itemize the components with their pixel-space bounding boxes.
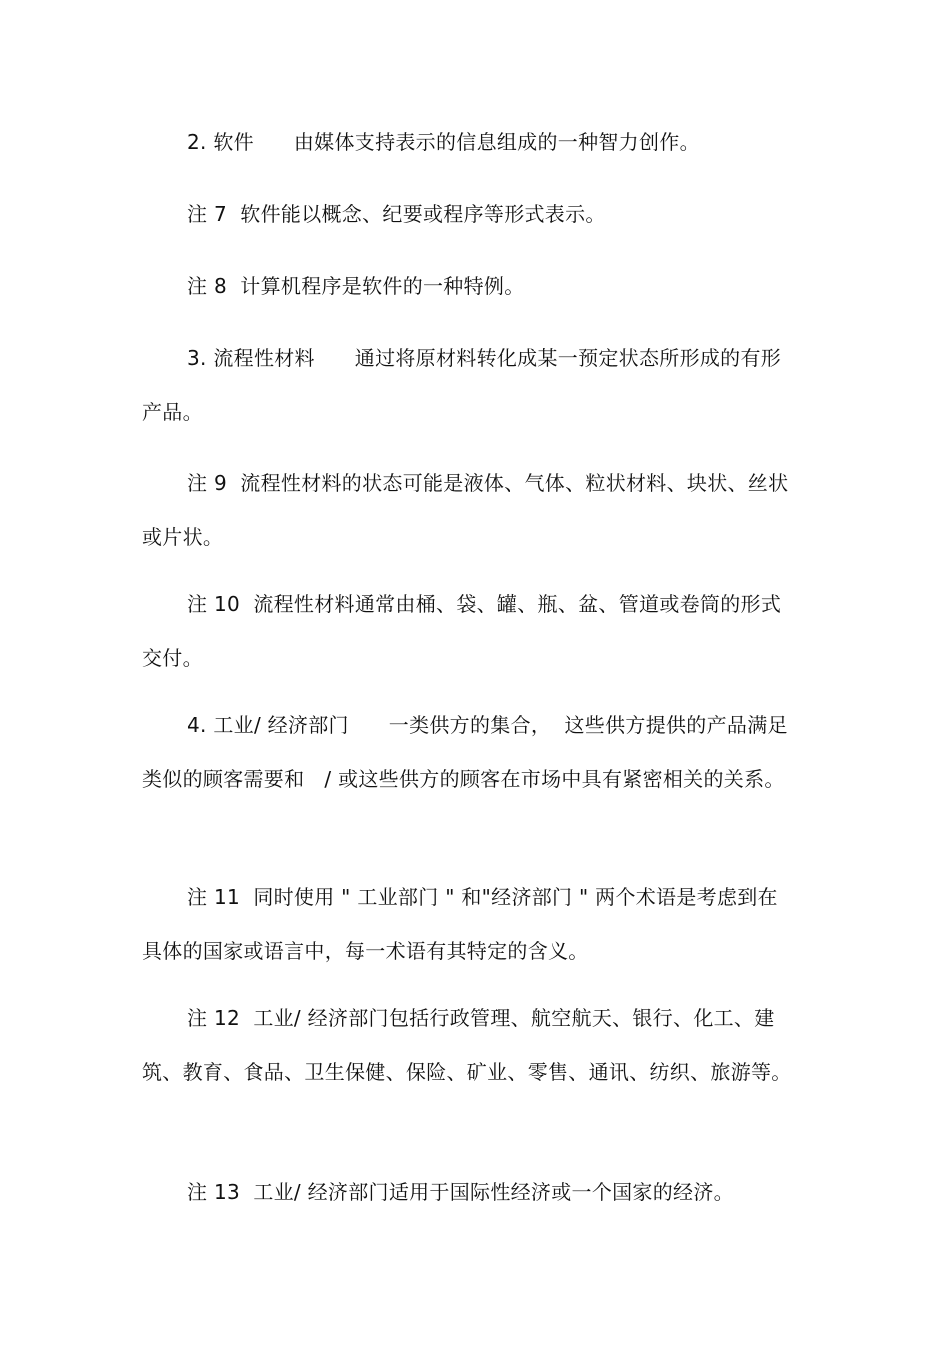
note-10: 注 10 流程性材料通常由桶、袋、罐、瓶、盆、管道或卷筒的形式交付。 <box>142 592 782 670</box>
paragraph-software-definition: 2. 软件 由媒体支持表示的信息组成的一种智力创作。 <box>187 130 700 154</box>
paragraph-processed-material: 3. 流程性材料 通过将原材料转化成某一预定状态所形成的有形产品。 <box>142 346 782 424</box>
note-8: 注 8 计算机程序是软件的一种特例。 <box>187 274 525 298</box>
note-12: 注 12 工业/ 经济部门包括行政管理、航空航天、银行、化工、建筑、教育、食品、卫生保健、保险、矿业、零售、通讯、纺织、旅游等。 <box>142 1006 792 1084</box>
note-7: 注 7 软件能以概念、纪要或程序等形式表示。 <box>187 202 606 226</box>
note-11: 注 11 同时使用 " 工业部门 " 和"经济部门 " 两个术语是考虑到在具体的国家或语言中，每一术语有其特定的含义。 <box>142 885 778 963</box>
paragraph-industry-sector: 4. 工业/ 经济部门 一类供方的集合， 这些供方提供的产品满足类似的顾客需要和 / 或这些供方的顾客在市场中具有紧密相关的关系。 <box>142 713 788 791</box>
note-13: 注 13 工业/ 经济部门适用于国际性经济或一个国家的经济。 <box>187 1180 734 1204</box>
note-9: 注 9 流程性材料的状态可能是液体、气体、粒状材料、块状、丝状或片状。 <box>142 471 789 549</box>
